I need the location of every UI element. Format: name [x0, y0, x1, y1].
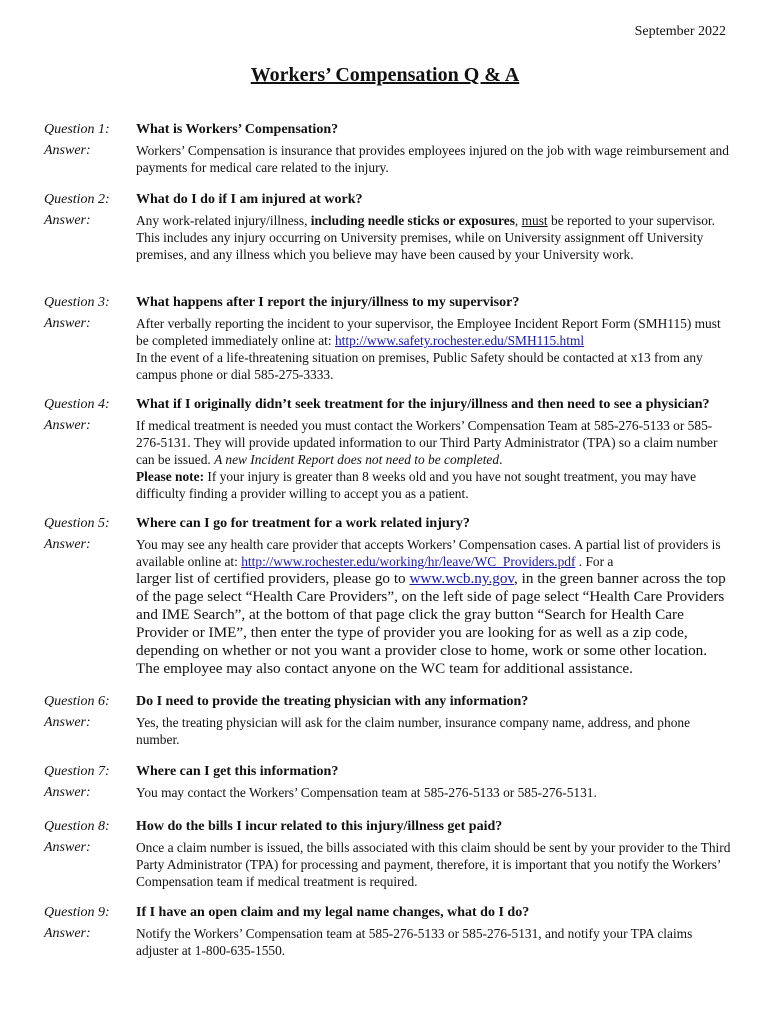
document-date: September 2022: [634, 24, 726, 39]
answer-label: Answer:: [44, 840, 91, 855]
qa-item-8: [44, 818, 734, 890]
wcb-website-link[interactable]: www.wcb.ny.gov: [409, 570, 515, 587]
qa-item-3: [44, 294, 734, 383]
wc-providers-link[interactable]: http://www.rochester.edu/working/hr/leave/WC_Providers.pdf: [241, 554, 576, 569]
answer-label: Answer:: [44, 785, 91, 800]
qa-item-9: [44, 904, 734, 959]
answer-text: Yes, the treating physician will ask for the claim number, insurance company name, address, and phone number.: [136, 715, 691, 747]
answer-text: You may see any health care provider that accepts Workers’ Compensation cases. A partial list of providers is available online at: http://www.rochester.edu/working/hr/leave/WC_Providers.pdf . For a larger list of certified providers, please go to www.wcb.ny.gov, in the green banner across the top of the page select “Health Care Providers”, on the left side of page select “Health Care Providers and IME Search”, at the bottom of that page click the gray button “Search for Health Care Provider or IME”, then enter the type of provider you are looking for as well as a zip code, depending on whether or not you want a provider close to home, work or some other location. The employee may also contact anyone on the WC team for additional assistance.: [136, 537, 726, 677]
underlined-text: must: [521, 213, 548, 228]
question-label: Question 3:: [44, 295, 110, 310]
question-label: Question 9:: [44, 905, 110, 920]
answer-label: Answer:: [44, 537, 91, 552]
answer-text: After verbally reporting the incident to your supervisor, the Employee Incident Report Form (SMH115) must be completed immediately online at: http://www.safety.rochester.edu/SMH115.html In the event of a life-threatening situation on premises, Public Safety should be contacted at x13 from any campus phone or dial 585-275-3333.: [136, 316, 721, 382]
question-text: What is Workers’ Compensation?: [136, 122, 339, 137]
note-label: Please note:: [136, 469, 205, 484]
answer-text: Once a claim number is issued, the bills associated with this claim should be sent by your provider to the Third Party Administrator (TPA) for processing and payment, therefore, it is important that you notify the Workers’ Compensation team if medical treatment is required.: [136, 840, 731, 889]
question-label: Question 6:: [44, 694, 110, 709]
question-label: Question 7:: [44, 764, 110, 779]
answer-text: Workers’ Compensation is insurance that provides employees injured on the job with wage reimbursement and payments for medical care related to the injury.: [136, 143, 729, 175]
answer-text: Notify the Workers’ Compensation team at 585-276-5133 or 585-276-5131, and notify your TPA claims adjuster at 1-800-635-1550.: [136, 926, 693, 958]
emphasis-text: including needle sticks or exposures: [310, 213, 515, 228]
answer-label: Answer:: [44, 926, 91, 941]
answer-label: Answer:: [44, 715, 91, 730]
question-label: Question 5:: [44, 516, 110, 531]
answer-text: If medical treatment is needed you must contact the Workers’ Compensation Team at 585-276-5133 or 585-276-5131. They will provide updated information to our Third Party Administrator (TPA) so a claim number can be issued. A new Incident Report does not need to be completed. Please note: If your injury is greater than 8 weeks old and you have not sought treatment, you may have difficulty finding a provider willing to accept you as a patient.: [136, 418, 718, 501]
qa-item-2: [44, 191, 734, 263]
question-label: Question 8:: [44, 819, 110, 834]
answer-text: Any work-related injury/illness, including needle sticks or exposures, must be reported to your supervisor. This includes any injury occurring on University premises, while on University assignment off University premises, and any illness which you believe may have been caused by your University work.: [136, 213, 715, 262]
question-label: Question 4:: [44, 397, 110, 412]
qa-item-1: [44, 121, 734, 176]
smh115-form-link[interactable]: http://www.safety.rochester.edu/SMH115.html: [334, 333, 585, 348]
answer-label: Answer:: [44, 143, 91, 158]
qa-item-7: [44, 763, 734, 801]
question-label: Question 1:: [44, 122, 110, 137]
answer-label: Answer:: [44, 213, 91, 228]
qa-item-5: [44, 515, 734, 678]
question-text: Where can I get this information?: [136, 764, 339, 779]
question-text: What if I originally didn’t seek treatment for the injury/illness and then need to see a physician?: [136, 397, 710, 412]
question-text: If I have an open claim and my legal name changes, what do I do?: [136, 905, 530, 920]
qa-item-6: [44, 693, 734, 748]
answer-label: Answer:: [44, 418, 91, 433]
answer-label: Answer:: [44, 316, 91, 331]
question-text: What happens after I report the injury/illness to my supervisor?: [136, 295, 520, 310]
question-text: How do the bills I incur related to this injury/illness get paid?: [136, 819, 503, 834]
question-text: Where can I go for treatment for a work related injury?: [136, 516, 470, 531]
question-text: Do I need to provide the treating physician with any information?: [136, 694, 529, 709]
question-label: Question 2:: [44, 192, 110, 207]
page-title: Workers’ Compensation Q & A: [250, 64, 520, 86]
qa-item-4: [44, 396, 734, 502]
answer-text: You may contact the Workers’ Compensation team at 585-276-5133 or 585-276-5131.: [136, 785, 597, 800]
question-text: What do I do if I am injured at work?: [136, 192, 363, 207]
italic-note: A new Incident Report does not need to be completed: [214, 452, 500, 467]
